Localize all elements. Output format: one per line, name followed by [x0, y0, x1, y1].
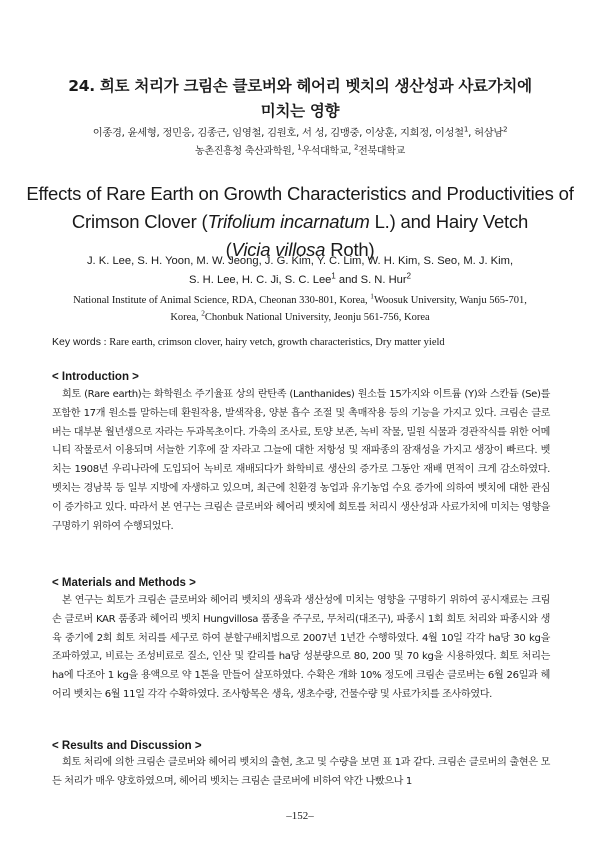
- english-authors-line2-mid: and S. N. Hur: [335, 274, 407, 286]
- english-title-species-crimson: Trifolium incarnatum: [207, 211, 370, 232]
- korean-title-line1: 24. 희토 처리가 크림손 클로버와 헤어리 벳치의 생산성과 사료가치에: [68, 77, 532, 95]
- keywords-label: Key words: [52, 336, 102, 348]
- english-authors: [30, 252, 570, 290]
- korean-affiliation: [30, 144, 570, 160]
- english-affiliation: [30, 292, 570, 326]
- korean-title-line2: 미치는 영향: [260, 102, 340, 120]
- korean-authors-main: 이종경, 윤세형, 정민응, 김종근, 임영철, 김원호, 서 성, 김맹중, 이상훈, 지희정, 이성철: [92, 127, 464, 139]
- english-title-line3-pre: (: [225, 239, 232, 260]
- english-affil-line2: [30, 309, 570, 326]
- introduction-heading: < Introduction >: [52, 371, 139, 383]
- english-title-line1: Effects of Rare Earth on Growth Characteristics and Productivities of: [26, 183, 574, 204]
- korean-affil-sup1: 1: [297, 143, 302, 152]
- english-affil-line1-pre: National Institute of Animal Science, RDA, Cheonan 330-801, Korea,: [73, 295, 371, 306]
- english-affil-line2-pre: Korea,: [170, 312, 202, 323]
- english-authors-line1: J. K. Lee, S. H. Yoon, M. W. Jeong, J. G. Kim, Y. C. Lim, W. H. Kim, S. Seo, M. J. Kim,: [86, 255, 514, 267]
- results-body: 희토 처리에 의한 크림손 클로버와 헤어리 벳치의 출현, 초고 및 수량을 보면 표 1과 같다. 크림손 클로버의 출현은 모든 처리가 매우 양호하였으며, 헤어리 벳치는 크림손 클로버에 비하여 약간 나빴으나 1: [52, 757, 550, 787]
- korean-affil-part3: 전북대학교: [358, 146, 405, 157]
- english-authors-line2-pre: S. H. Lee, H. C. Ji, S. C. Lee: [189, 274, 332, 286]
- english-title-line2-pre: Crimson Clover (: [71, 211, 208, 232]
- keywords-text: : Rare earth, crimson clover, hairy vetch, growth characteristics, Dry matter yield: [101, 337, 445, 348]
- korean-affil-part2: 우석대학교,: [301, 146, 354, 157]
- english-affil-line1-post: Woosuk University, Wanju 565-701,: [373, 295, 527, 306]
- korean-authors: [30, 125, 570, 141]
- results-heading: < Results and Discussion >: [52, 740, 202, 752]
- methods-body: 본 연구는 희토가 크림손 클로버와 헤어리 벳치의 생육과 생산성에 미치는 영향을 구명하기 위하여 공시재료는 크림손 클로버 KAR 품종과 헤어리 벳치 Hungvillosa 품종을 주구로, 무처리(대조구), 파종시 1회 희토 처리와 파종시와 생육 중기에 2회 희토 처리를 세구로 하여 분할구배치법으로 2007년 1년간 수행하였다. 4월 10일 각각 ha당 30 kg을 조파하였고, 비료는 조성비료로 질소, 인산 및 칼리를 ha당 성분량으로 80, 200 및 70 kg을 시용하였다. 희토 처리는 ha에 다조아 1 kg을 용액으로 약 1톤을 만들어 살포하였다. 수확은 개화 10% 정도에 크림손 클로버는 6월 26일과 헤어리 벳치는 6월 11일 각각 수확하였다. 조사항목은 생육, 생초수량, 건물수량 및 사료가치를 조사하였다.: [52, 595, 550, 700]
- english-affil-sup1: 1: [370, 291, 374, 301]
- english-authors-line2: [30, 271, 570, 290]
- introduction-body: 희토 (Rare earth)는 화학원소 주기율표 상의 란탄족 (Lanthanides) 원소들 15가지와 이트륨 (Y)와 스칸듐 (Se)를 포함한 17개 원소를 말하는데 환원작용, 발색작용, 양분 흡수 조절 및 촉매작용 등의 기능을 가지고 있다. 크림손 클로버는 대부분 월년생으로 자라는 두과목초이다. 가축의 조사료, 토양 보존, 녹비 작물, 밀원 식물과 경관작식를 위한 어메니티 작물로서 이용되며 서늘한 기후에 잘 자라고 그늘에 대한 저항성 및 재파종의 잠재성을 가지고 생장이 빠르다. 벳치는 1908년 우리나라에 도입되어 녹비로 재배되다가 화학비료 생산의 증가로 그동안 재배 면적이 크게 감소하였다. 벳치는 경남북 등 일부 지방에 자생하고 있으며, 최근에 친환경 농업과 유기농업 수요 증가에 의하여 벳치에 대한 관심이 증가하고 있다. 따라서 본 연구는 크림손 클로버와 헤어리 벳치에 희토를 처리시 생산성과 사료가치에 미치는 영향을 구명하기 위하여 수행되었다.: [52, 389, 550, 532]
- methods-heading: < Materials and Methods >: [52, 577, 196, 589]
- keywords: [52, 334, 572, 351]
- english-title-line3-post: Roth): [325, 239, 375, 260]
- english-title-line2: [20, 208, 580, 236]
- english-title-species-vetch: Vicia villosa: [231, 239, 326, 260]
- english-title-line2-post: L.) and Hairy Vetch: [369, 211, 529, 232]
- page-number: –152–: [286, 810, 314, 822]
- korean-affil-part1: 농촌진흥청 축산과학원,: [195, 146, 298, 157]
- english-affil-line2-post: Chonbuk National University, Jeonju 561-756, Korea: [204, 312, 430, 323]
- korean-authors-sep: , 허삼남: [468, 127, 504, 139]
- korean-title: [40, 74, 560, 124]
- english-authors-sup2: 2: [406, 271, 411, 281]
- korean-authors-sup2: 2: [503, 124, 508, 134]
- english-affil-sup2: 2: [201, 308, 205, 318]
- english-affil-line1: [30, 292, 570, 309]
- korean-authors-sup1: 1: [463, 124, 469, 134]
- korean-affil-sup2: 2: [354, 143, 359, 152]
- english-authors-sup1: 1: [331, 271, 336, 281]
